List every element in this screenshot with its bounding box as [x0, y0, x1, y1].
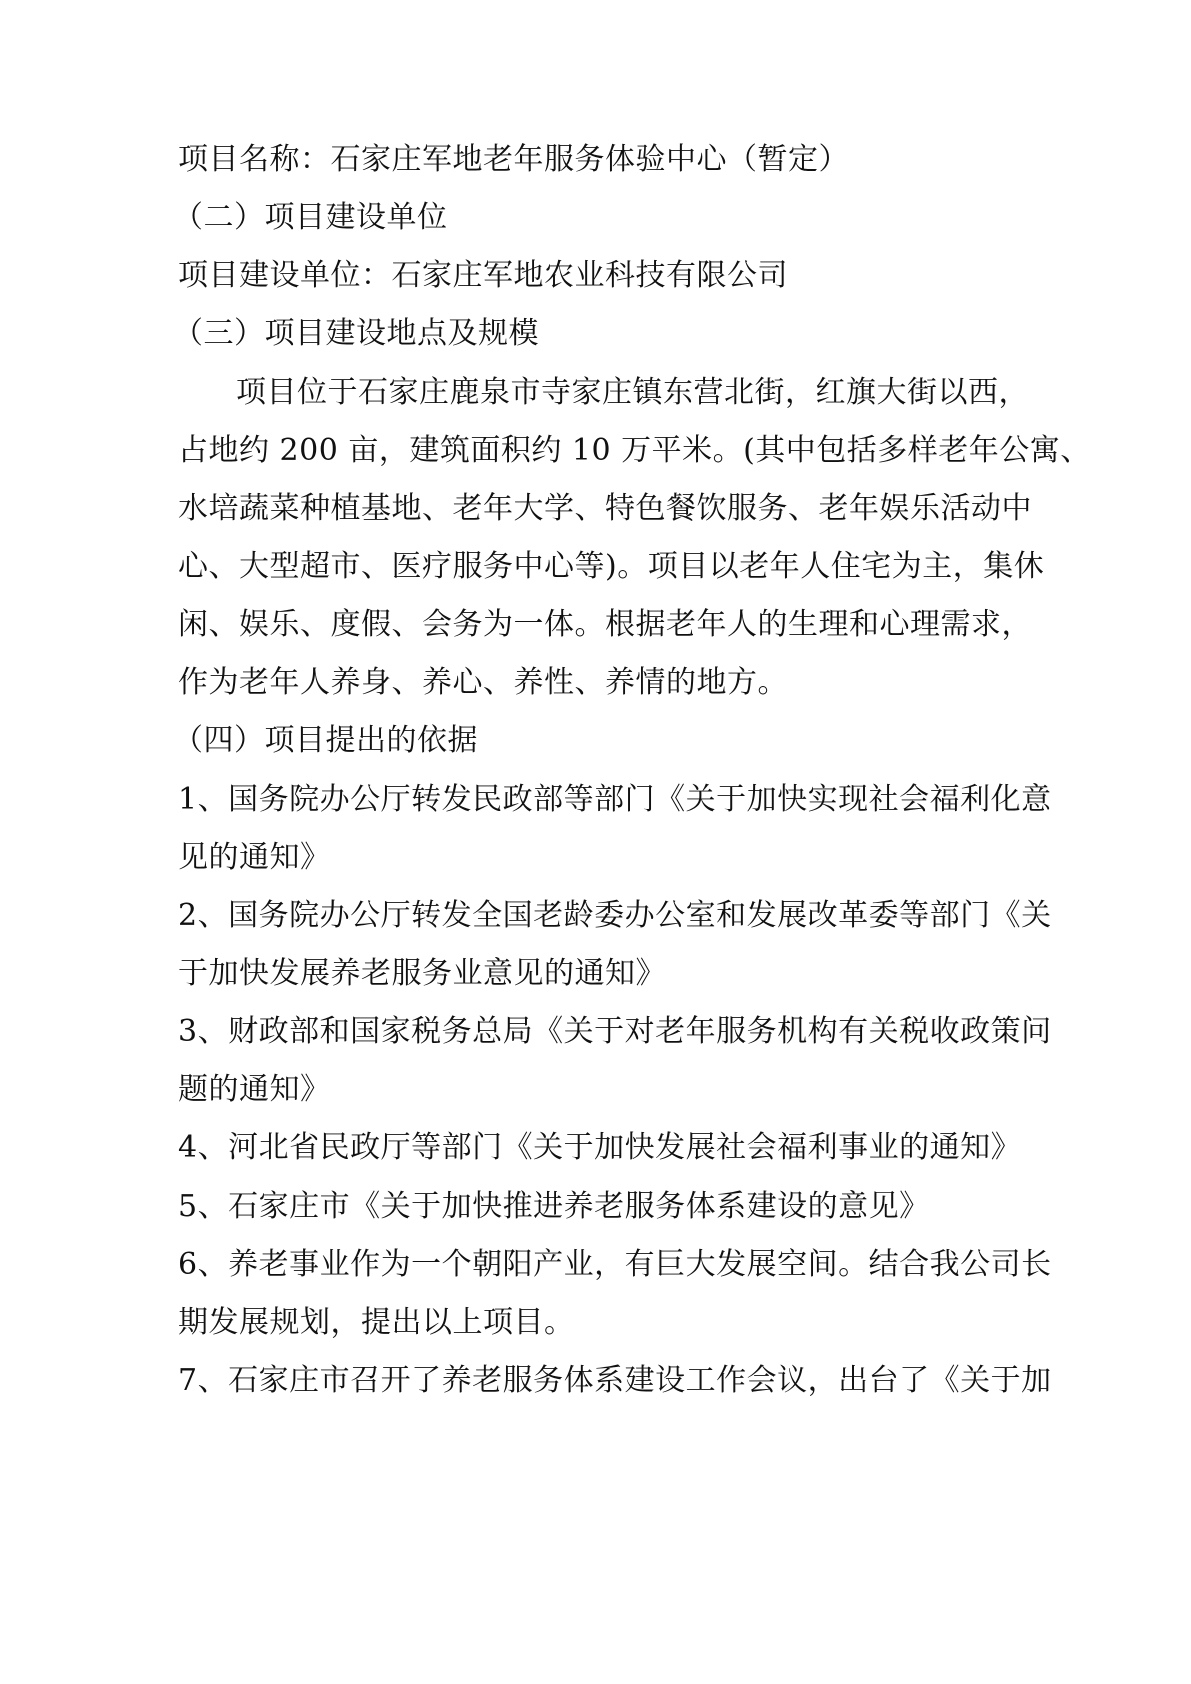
section-heading-basis: （四）项目提出的依据: [173, 723, 478, 758]
location-paragraph-line: 水培蔬菜种植基地、老年大学、特色餐饮服务、老年娱乐活动中: [178, 491, 1032, 526]
location-paragraph-line: 闲、娱乐、度假、会务为一体。根据老年人的生理和心理需求，: [178, 607, 1032, 642]
basis-item-2: 2、国务院办公厅转发全国老龄委办公室和发展改革委等部门《关: [178, 898, 1052, 933]
basis-item-7: 7、石家庄市召开了养老服务体系建设工作会议，出台了《关于加: [178, 1363, 1052, 1398]
section-heading-builder: （二）项目建设单位: [173, 200, 448, 235]
basis-item-4: 4、河北省民政厅等部门《关于加快发展社会福利事业的通知》: [178, 1130, 1022, 1165]
location-paragraph-line: 占地约 200 亩，建筑面积约 10 万平米。(其中包括多样老年公寓、: [178, 433, 1091, 468]
section-heading-location: （三）项目建设地点及规模: [173, 316, 539, 351]
project-name-line: 项目名称：石家庄军地老年服务体验中心（暂定）: [178, 142, 849, 177]
basis-item-5: 5、石家庄市《关于加快推进养老服务体系建设的意见》: [178, 1189, 930, 1224]
builder-line: 项目建设单位：石家庄军地农业科技有限公司: [178, 258, 788, 293]
basis-item-3: 3、财政部和国家税务总局《关于对老年服务机构有关税收政策问: [178, 1014, 1052, 1049]
location-paragraph-line: 心、大型超市、医疗服务中心等)。项目以老年人住宅为主，集休: [178, 549, 1045, 584]
location-paragraph-line: 作为老年人养身、养心、养性、养情的地方。: [178, 665, 788, 700]
basis-item-1: 1、国务院办公厅转发民政部等部门《关于加快实现社会福利化意: [178, 782, 1052, 817]
basis-item-3-cont: 题的通知》: [178, 1072, 331, 1107]
basis-item-6: 6、养老事业作为一个朝阳产业，有巨大发展空间。结合我公司长: [178, 1247, 1052, 1282]
basis-item-1-cont: 见的通知》: [178, 840, 331, 875]
basis-item-6-cont: 期发展规划，提出以上项目。: [178, 1305, 575, 1340]
basis-item-2-cont: 于加快发展养老服务业意见的通知》: [178, 956, 666, 991]
location-paragraph-line: 项目位于石家庄鹿泉市寺家庄镇东营北街，红旗大街以西，: [236, 375, 1029, 410]
